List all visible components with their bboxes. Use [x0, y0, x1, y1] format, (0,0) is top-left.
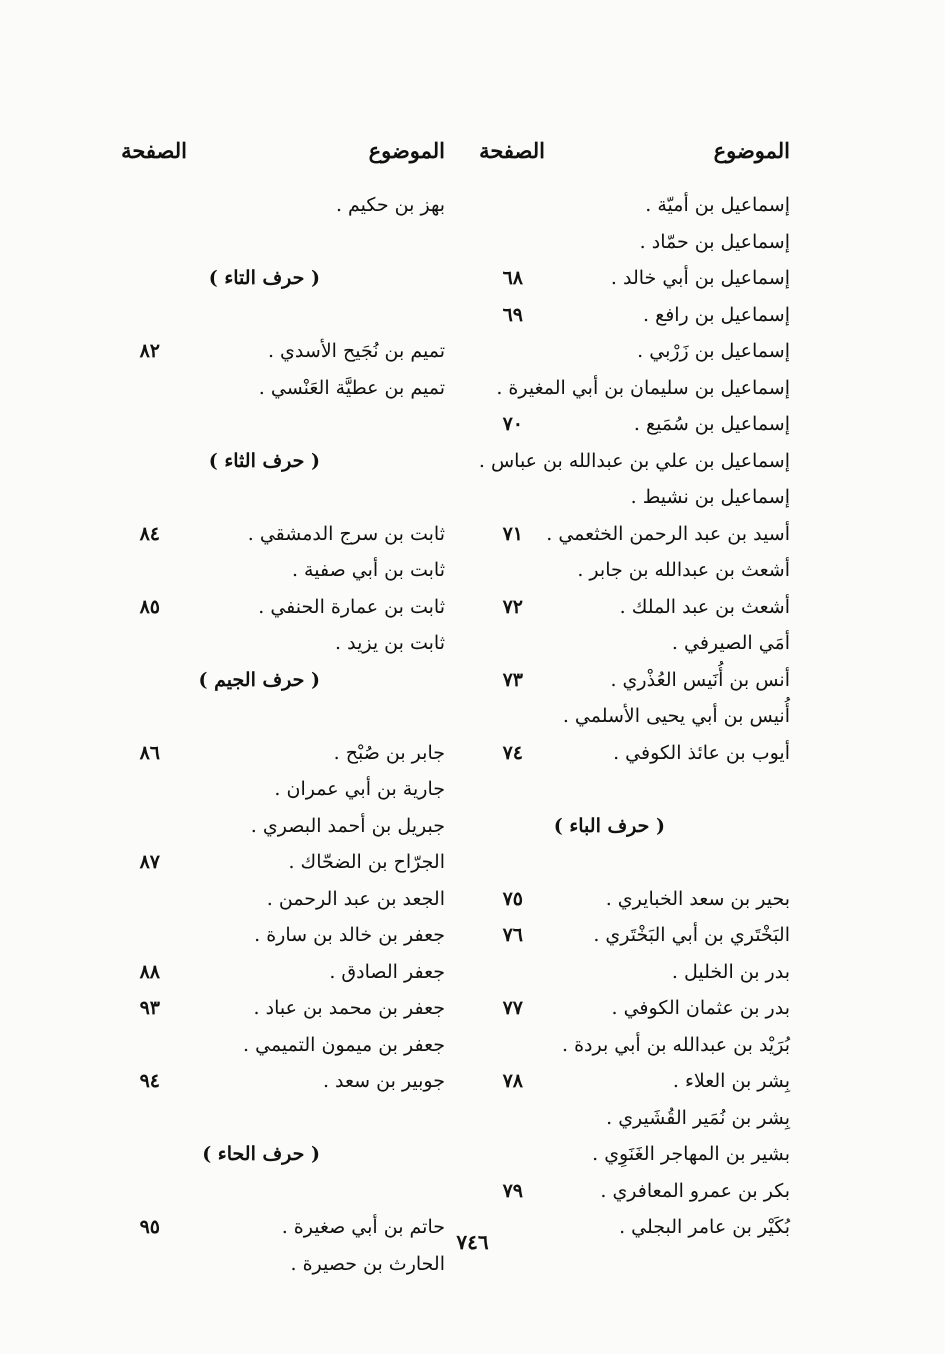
- index-entry: [430, 224, 790, 261]
- index-entry: [430, 516, 790, 553]
- index-entry: [105, 990, 445, 1027]
- section-heading: [105, 1136, 445, 1173]
- spacer: [430, 771, 790, 808]
- entry-topic: الحارث بن حصيرة .: [290, 1252, 445, 1275]
- entry-topic: بكر بن عمرو المعافري .: [600, 1179, 790, 1202]
- index-entry: [105, 844, 445, 881]
- section-heading: [105, 662, 445, 699]
- spacer: [105, 297, 445, 334]
- entry-page-number: ٧٤: [502, 741, 523, 764]
- spacer: [105, 406, 445, 443]
- index-entry: [105, 552, 445, 589]
- entry-topic: ثابت بن أبي صفية .: [291, 559, 445, 581]
- index-entry: [105, 917, 445, 954]
- entry-topic: حاتم بن أبي صغيرة .: [281, 1216, 445, 1238]
- right-topic-header: الموضوع: [713, 138, 790, 163]
- index-entry: [430, 187, 790, 224]
- entry-topic: ثابت بن عمارة الحنفي .: [258, 595, 445, 618]
- entry-topic: إسماعيل بن أميّة .: [645, 194, 790, 216]
- entry-page-number: ٨٧: [139, 851, 160, 873]
- entry-topic: بهز بن حكيم .: [335, 194, 445, 216]
- section-heading-text: ( حرف الحاء ): [202, 1143, 320, 1165]
- entry-topic: الجعد بن عبد الرحمن .: [266, 887, 445, 910]
- index-entry: [430, 297, 790, 334]
- entry-page-number: ٧٧: [502, 997, 523, 1019]
- entry-topic: بشير بن المهاجر الغَنَوِي .: [592, 1143, 790, 1165]
- spacer: [105, 224, 445, 261]
- index-entry: [430, 479, 790, 516]
- entry-topic: جبريل بن أحمد البصري .: [250, 814, 445, 837]
- left-topic-header: الموضوع: [368, 138, 445, 163]
- section-heading-text: ( حرف التاء ): [208, 267, 320, 289]
- index-entry: [430, 881, 790, 918]
- right-page-header: الصفحة: [479, 138, 545, 163]
- index-entry: [105, 333, 445, 370]
- entry-topic: إسماعيل بن نشيط .: [630, 486, 790, 508]
- index-entry: [430, 990, 790, 1027]
- entry-topic: أُنيس بن أبي يحيى الأسلمي .: [562, 705, 790, 727]
- entry-topic: بحير بن سعد الخبايري .: [605, 887, 790, 910]
- entry-topic: إسماعيل بن زَرْبي .: [637, 340, 790, 362]
- entry-page-number: ٨٥: [139, 595, 160, 618]
- entry-page-number: ٧٨: [502, 1070, 523, 1092]
- spacer: [105, 1100, 445, 1137]
- page-number: ٧٤٦: [456, 1230, 489, 1254]
- entry-topic: ثابت بن سرج الدمشقي .: [247, 522, 445, 545]
- entry-page-number: ٨٤: [139, 522, 160, 545]
- spacer: [105, 698, 445, 735]
- entry-page-number: ٧٠: [502, 413, 523, 435]
- section-heading: [430, 808, 790, 845]
- entry-page-number: ٩٥: [139, 1216, 160, 1238]
- section-heading-text: ( حرف الباء ): [553, 814, 665, 837]
- index-entry: [105, 516, 445, 553]
- index-entry: [105, 881, 445, 918]
- left-index-column: [105, 187, 445, 1282]
- index-entry: [105, 771, 445, 808]
- index-entry: [430, 333, 790, 370]
- index-entry: [105, 954, 445, 991]
- spacer: [430, 844, 790, 881]
- entry-topic: جعفر بن محمد بن عباد .: [253, 997, 445, 1019]
- section-heading: [105, 260, 445, 297]
- entry-page-number: ٧٣: [502, 668, 523, 691]
- index-entry: [430, 1027, 790, 1064]
- entry-topic: بُرَيْد بن عبدالله بن أبي بردة .: [562, 1033, 790, 1056]
- index-entry: [430, 954, 790, 991]
- entry-page-number: ٨٦: [139, 741, 160, 764]
- index-entry: [105, 187, 445, 224]
- entry-topic: أشعث بن عبدالله بن جابر .: [577, 559, 790, 581]
- entry-topic: أنس بن أُنَيس العُذْري .: [610, 668, 790, 691]
- index-entry: [430, 917, 790, 954]
- index-entry: [430, 698, 790, 735]
- entry-topic: إسماعيل بن علي بن عبدالله بن عباس .: [478, 449, 790, 472]
- section-heading-text: ( حرف الثاء ): [208, 449, 320, 472]
- index-entry: [105, 808, 445, 845]
- entry-topic: جعفر بن ميمون التميمي .: [243, 1033, 445, 1056]
- entry-topic: إسماعيل بن سُمَيع .: [633, 413, 790, 435]
- entry-topic: بِشر بن العلاء .: [672, 1070, 790, 1092]
- entry-topic: إسماعيل بن رافع .: [643, 303, 790, 326]
- index-entry: [430, 662, 790, 699]
- entry-page-number: ٧٢: [502, 595, 523, 618]
- entry-topic: بدر بن الخليل .: [671, 960, 790, 983]
- entry-page-number: ٧١: [502, 522, 523, 545]
- index-entry: [430, 625, 790, 662]
- entry-page-number: ٧٥: [502, 887, 523, 910]
- index-entry: [105, 1027, 445, 1064]
- entry-topic: إسماعيل بن حمّاد .: [639, 230, 790, 253]
- entry-topic: بُكَيْر بن عامر البجلي .: [619, 1216, 790, 1238]
- entry-topic: إسماعيل بن أبي خالد .: [610, 267, 790, 289]
- section-heading: [105, 443, 445, 480]
- entry-topic: الجرّاح بن الضحّاك .: [288, 851, 445, 873]
- entry-topic: أيوب بن عائذ الكوفي .: [613, 741, 790, 764]
- spacer: [105, 479, 445, 516]
- entry-page-number: ٩٣: [139, 997, 160, 1019]
- entry-page-number: ٧٩: [502, 1179, 523, 1202]
- index-entry: [105, 370, 445, 407]
- entry-topic: أشعث بن عبد الملك .: [619, 595, 790, 618]
- index-entry: [430, 406, 790, 443]
- entry-topic: جعفر الصادق .: [329, 960, 445, 983]
- index-entry: [430, 1136, 790, 1173]
- entry-page-number: ٨٢: [139, 340, 160, 362]
- entry-topic: بدر بن عثمان الكوفي .: [611, 997, 790, 1019]
- index-entry: [430, 370, 790, 407]
- entry-page-number: ٧٦: [502, 924, 523, 946]
- index-entry: [430, 1173, 790, 1210]
- index-entry: [430, 1063, 790, 1100]
- index-entry: [430, 443, 790, 480]
- entry-topic: البَخْتَري بن أبي البَخْتَري .: [593, 924, 790, 946]
- entry-page-number: ٦٨: [502, 267, 523, 289]
- entry-topic: جوبير بن سعد .: [322, 1070, 445, 1092]
- section-heading-text: ( حرف الجيم ): [198, 668, 320, 691]
- index-entry: [105, 735, 445, 772]
- entry-page-number: ٦٩: [502, 303, 523, 326]
- index-entry: [430, 260, 790, 297]
- entry-topic: تميم بن نُجَيح الأسدي .: [267, 340, 445, 362]
- index-entry: [430, 1100, 790, 1137]
- index-entry: [430, 589, 790, 626]
- right-index-column: [430, 187, 790, 1246]
- index-entry: [430, 735, 790, 772]
- index-entry: [105, 589, 445, 626]
- entry-topic: بِشر بن نُمَير القُشَيري .: [606, 1106, 790, 1129]
- entry-topic: ثابت بن يزيد .: [335, 632, 445, 654]
- entry-topic: أسيد بن عبد الرحمن الخثعمي .: [546, 522, 790, 545]
- entry-page-number: ٨٨: [139, 960, 160, 983]
- entry-topic: أمَي الصيرفي .: [671, 632, 790, 654]
- index-entry: [105, 625, 445, 662]
- entry-page-number: ٩٤: [139, 1070, 160, 1092]
- left-page-header: الصفحة: [121, 138, 187, 163]
- entry-topic: جارية بن أبي عمران .: [274, 778, 445, 800]
- entry-topic: إسماعيل بن سليمان بن أبي المغيرة .: [496, 376, 790, 399]
- index-entry: [105, 1063, 445, 1100]
- entry-topic: جابر بن صُبْح .: [333, 741, 445, 764]
- spacer: [105, 1173, 445, 1210]
- entry-topic: جعفر بن خالد بن سارة .: [254, 924, 445, 946]
- index-entry: [430, 552, 790, 589]
- entry-topic: تميم بن عطيَّة العَنْسي .: [258, 376, 445, 399]
